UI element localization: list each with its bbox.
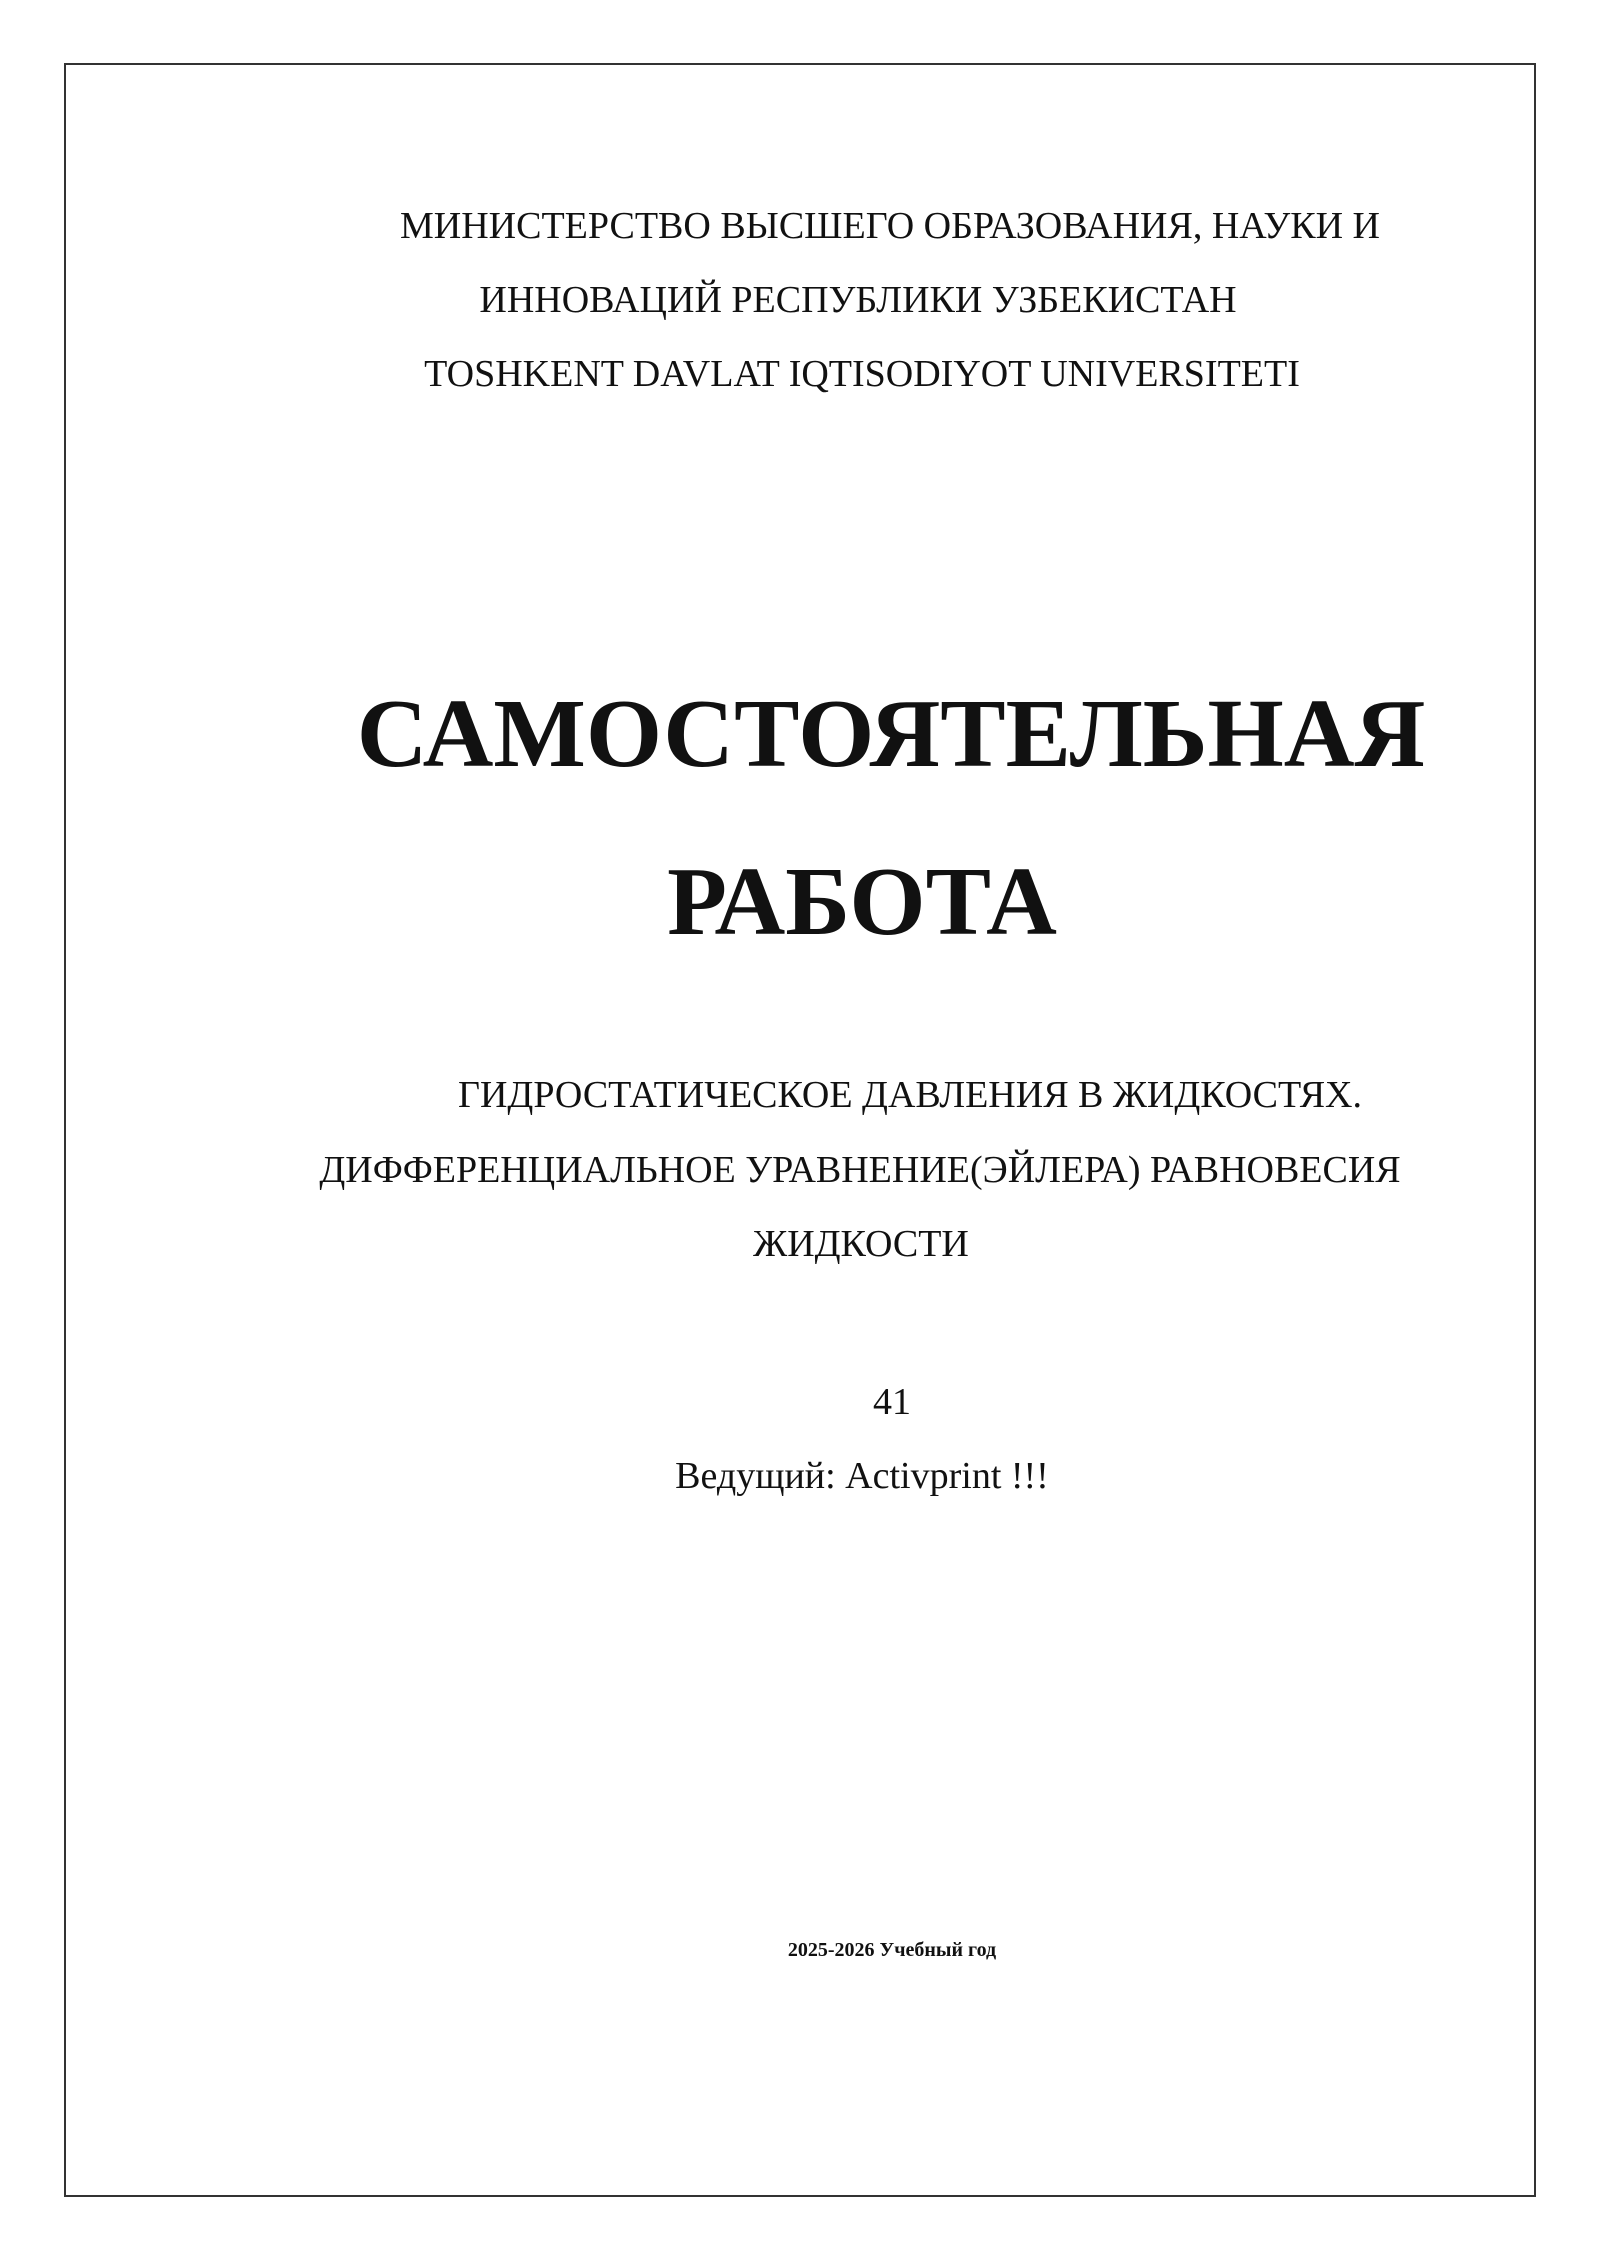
topic-line-2: ДИФФЕРЕНЦИАЛЬНОЕ УРАВНЕНИЕ(ЭЙЛЕРА) РАВНОВЕСИЯ (319, 1149, 1401, 1191)
title-line-2: РАБОТА (667, 848, 1057, 956)
academic-year: 2025-2026 Учебный год (787, 1939, 997, 1961)
topic-line-1: ГИДРОСТАТИЧЕСКОЕ ДАВЛЕНИЯ В ЖИДКОСТЯХ. (457, 1074, 1363, 1116)
work-number: 41 (873, 1381, 911, 1423)
title-line-1: САМОСТОЯТЕЛЬНАЯ (356, 680, 1426, 788)
topic-line-3: ЖИДКОСТИ (753, 1223, 969, 1265)
university-name: TOSHKENT DAVLAT IQTISODIYOT UNIVERSITETI (424, 353, 1300, 395)
ministry-line-1: МИНИСТЕРСТВО ВЫСШЕГО ОБРАЗОВАНИЯ, НАУКИ И (400, 205, 1380, 247)
supervisor-line: Ведущий: Activprint !!! (675, 1455, 1049, 1497)
ministry-line-2: ИННОВАЦИЙ РЕСПУБЛИКИ УЗБЕКИСТАН (479, 279, 1237, 321)
